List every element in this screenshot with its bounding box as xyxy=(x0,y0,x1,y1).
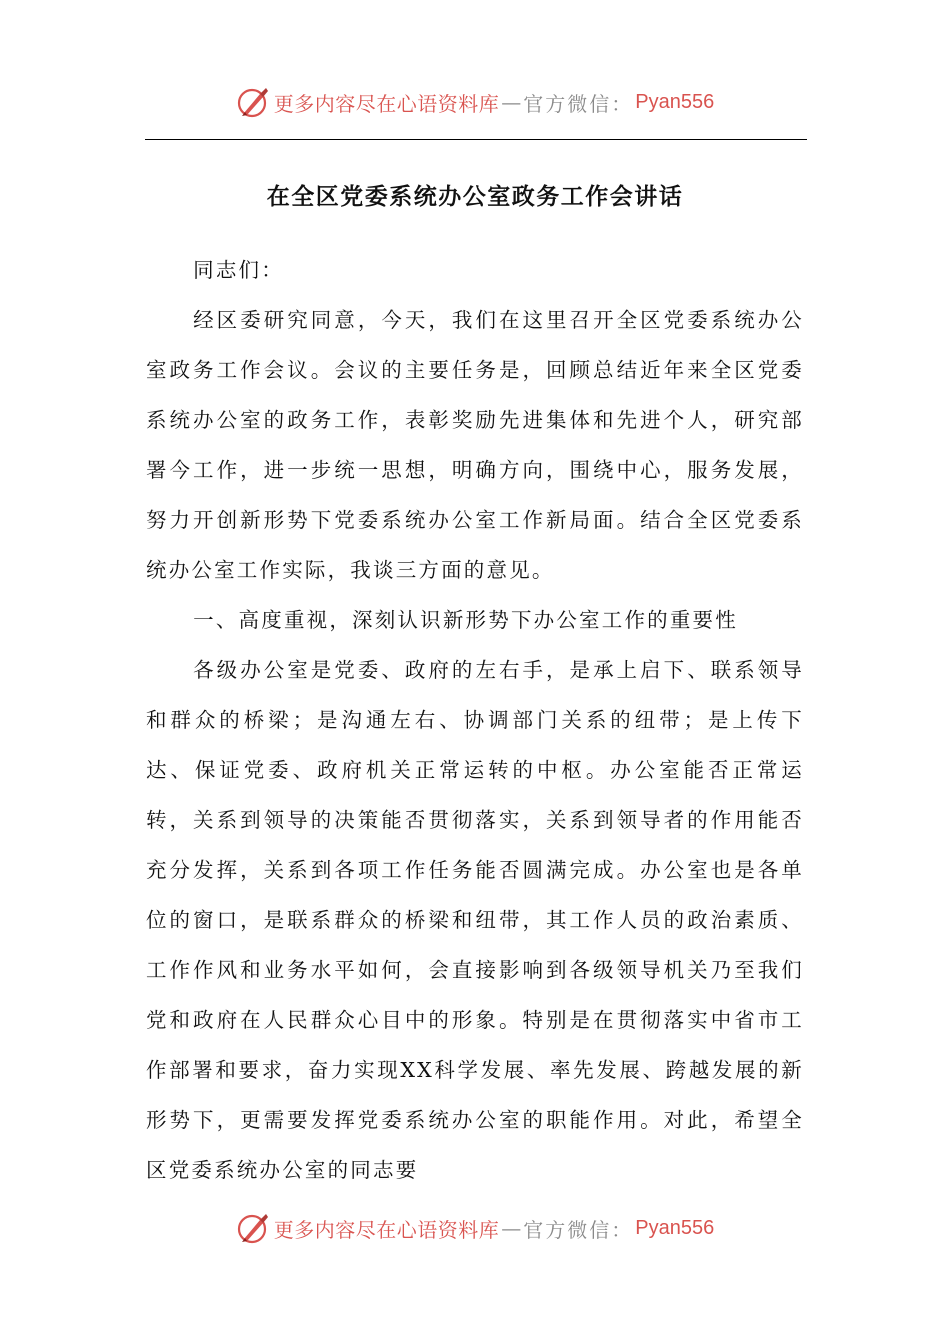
banner-wechat-id: Pyan556 xyxy=(635,90,715,113)
header-banner xyxy=(0,82,950,122)
document-body xyxy=(146,245,804,1195)
banner-dash: — xyxy=(501,90,522,114)
banner-text: 更多内容尽在心语资料库 xyxy=(273,1217,500,1242)
banner-wechat-label: 官方微信： xyxy=(523,91,634,116)
banner-dash: — xyxy=(501,1216,522,1240)
pen-logo-icon xyxy=(236,85,270,119)
footer-banner xyxy=(0,1208,950,1248)
banner-wechat-label: 官方微信： xyxy=(523,1217,634,1242)
header-divider xyxy=(145,139,807,140)
paragraph-1: 经区委研究同意，今天，我们在这里召开全区党委系统办公室政务工作会议。会议的主要任务是，回顾总结近年来全区党委系统办公室的政务工作，表彰奖励先进集体和先进个人，研究部署今工作，进一步统一思想，明确方向，围绕中心，服务发展，努力开创新形势下党委系统办公室工作新局面。结合全区党委系统办公室工作实际，我谈三方面的意见。 xyxy=(146,308,804,582)
banner-text: 更多内容尽在心语资料库 xyxy=(273,91,500,116)
pen-logo-icon xyxy=(236,1211,270,1245)
paragraph-2: 各级办公室是党委、政府的左右手，是承上启下、联系领导和群众的桥梁；是沟通左右、协调部门关系的纽带；是上传下达、保证党委、政府机关正常运转的中枢。办公室能否正常运转，关系到领导的决策能否贯彻落实，关系到领导者的作用能否充分发挥，关系到各项工作任务能否圆满完成。办公室也是各单位的窗口，是联系群众的桥梁和纽带，其工作人员的政治素质、工作作风和业务水平如何，会直接影响到各级领导机关乃至我们党和政府在人民群众心目中的形象。特别是在贯彻落实中省市工作部署和要求，奋力实现XX科学发展、率先发展、跨越发展的新形势下，更需要发挥党委系统办公室的职能作用。对此，希望全区党委系统办公室的同志要 xyxy=(146,658,804,1182)
section-heading-1: 一、高度重视，深刻认识新形势下办公室工作的重要性 xyxy=(193,608,738,632)
banner-wechat-id: Pyan556 xyxy=(635,1216,715,1239)
document-title: 在全区党委系统办公室政务工作会讲话 xyxy=(266,184,684,210)
salutation: 同志们： xyxy=(193,258,284,282)
